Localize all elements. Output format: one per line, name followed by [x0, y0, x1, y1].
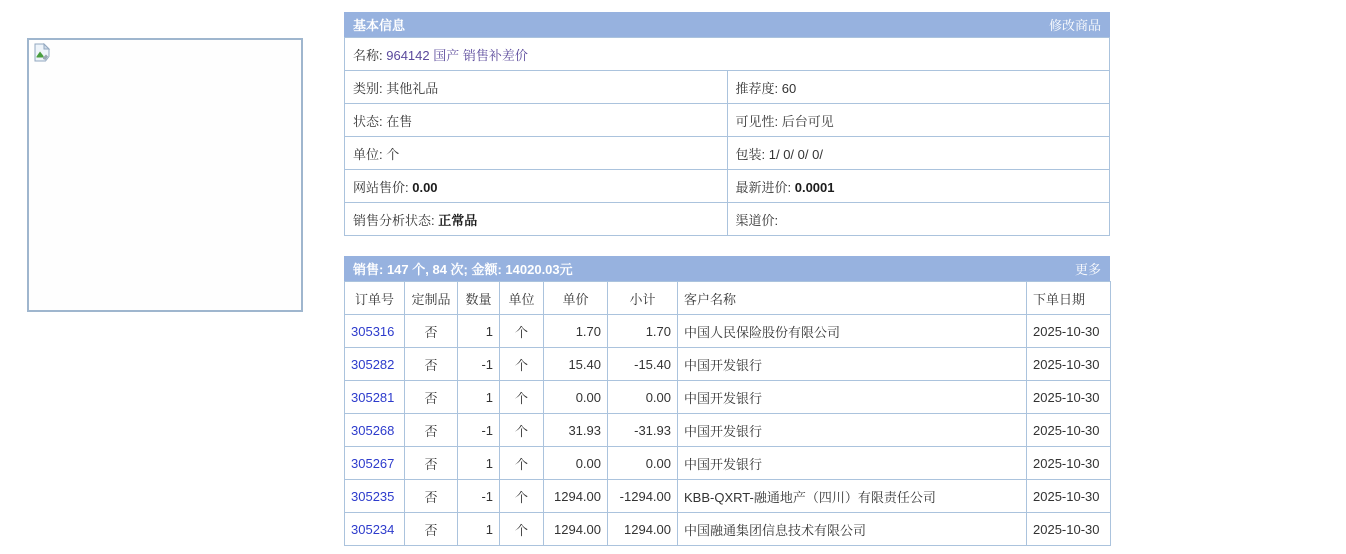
col-header-1: 定制品: [405, 282, 458, 315]
col-header-4: 单价: [544, 282, 608, 315]
info-value: 其他礼品: [386, 80, 439, 96]
cell-unit: 个: [500, 381, 544, 414]
info-cell: [345, 203, 728, 236]
info-value: 个: [386, 146, 400, 162]
col-header-2: 数量: [458, 282, 500, 315]
order-number-link[interactable]: 305234: [351, 521, 395, 537]
order-number-link[interactable]: 305316: [351, 323, 395, 339]
info-label: 类别:: [353, 80, 387, 96]
cell-customer: 中国开发银行: [678, 381, 1027, 414]
cell-order: [345, 447, 405, 480]
cell-unit: 个: [500, 513, 544, 546]
table-row: [345, 480, 1111, 513]
info-cell: [345, 170, 728, 203]
cell-order: [345, 315, 405, 348]
product-name-link[interactable]: 964142 国产 销售补差价: [386, 47, 528, 63]
cell-date: 2025-10-30: [1027, 414, 1111, 447]
cell-price: 31.93: [544, 414, 608, 447]
sales-header-bar: [344, 256, 1110, 281]
info-row: [345, 137, 1110, 170]
basic-info-table: [344, 37, 1110, 236]
cell-date: 2025-10-30: [1027, 480, 1111, 513]
col-header-6: 客户名称: [678, 282, 1027, 315]
cell-subtotal: 0.00: [608, 381, 678, 414]
info-label: 状态:: [353, 113, 387, 129]
cell-custom: 否: [405, 513, 458, 546]
basic-info-header-bar: [344, 12, 1110, 37]
info-cell: [727, 137, 1110, 170]
info-value: 60: [781, 80, 797, 96]
cell-custom: 否: [405, 480, 458, 513]
info-label: 单位:: [353, 146, 387, 162]
info-cell: [727, 104, 1110, 137]
cell-customer: 中国人民保险股份有限公司: [678, 315, 1027, 348]
cell-subtotal: -15.40: [608, 348, 678, 381]
info-label: 网站售价:: [353, 179, 413, 195]
info-value: 0.00: [412, 179, 438, 195]
sales-table: [344, 281, 1111, 546]
table-row: [345, 315, 1111, 348]
cell-unit: 个: [500, 414, 544, 447]
cell-qty: 1: [458, 513, 500, 546]
basic-info-title: 基本信息: [353, 18, 406, 33]
cell-unit: 个: [500, 447, 544, 480]
info-cell: [727, 203, 1110, 236]
table-row: [345, 381, 1111, 414]
col-header-3: 单位: [500, 282, 544, 315]
cell-qty: 1: [458, 381, 500, 414]
more-link[interactable]: 更多: [1074, 262, 1101, 277]
info-value: 后台可见: [781, 113, 834, 129]
cell-custom: 否: [405, 348, 458, 381]
cell-custom: 否: [405, 447, 458, 480]
info-value: 1/ 0/ 0/ 0/: [768, 146, 823, 162]
cell-date: 2025-10-30: [1027, 513, 1111, 546]
table-row: [345, 447, 1111, 480]
cell-subtotal: 1294.00: [608, 513, 678, 546]
cell-subtotal: -31.93: [608, 414, 678, 447]
cell-order: [345, 414, 405, 447]
cell-customer: KBB-QXRT-融通地产（四川）有限责任公司: [678, 480, 1027, 513]
cell-subtotal: 1.70: [608, 315, 678, 348]
info-cell: [345, 71, 728, 104]
cell-price: 1294.00: [544, 480, 608, 513]
table-row: [345, 414, 1111, 447]
broken-image-icon: [33, 43, 51, 62]
cell-order: [345, 480, 405, 513]
info-label: 推荐度:: [735, 80, 782, 96]
cell-price: 15.40: [544, 348, 608, 381]
cell-subtotal: 0.00: [608, 447, 678, 480]
cell-customer: 中国开发银行: [678, 414, 1027, 447]
info-label: 最新进价:: [735, 179, 795, 195]
cell-date: 2025-10-30: [1027, 348, 1111, 381]
sales-table-header-row: [345, 282, 1111, 315]
cell-customer: 中国开发银行: [678, 348, 1027, 381]
info-cell: [345, 104, 728, 137]
cell-price: 0.00: [544, 381, 608, 414]
cell-price: 1.70: [544, 315, 608, 348]
sales-panel: [344, 256, 1110, 546]
cell-unit: 个: [500, 480, 544, 513]
cell-qty: -1: [458, 348, 500, 381]
info-cell: [345, 137, 728, 170]
modify-product-link[interactable]: 修改商品: [1048, 18, 1101, 33]
info-row: [345, 203, 1110, 236]
col-header-0: 订单号: [345, 282, 405, 315]
info-row-name: [345, 38, 1110, 71]
info-cell: [727, 170, 1110, 203]
name-label: 名称:: [353, 47, 387, 63]
info-row: [345, 104, 1110, 137]
col-header-5: 小计: [608, 282, 678, 315]
cell-order: [345, 348, 405, 381]
info-cell: [727, 71, 1110, 104]
info-value: 在售: [386, 113, 413, 129]
order-number-link[interactable]: 305267: [351, 455, 395, 471]
cell-unit: 个: [500, 348, 544, 381]
order-number-link[interactable]: 305268: [351, 422, 395, 438]
cell-subtotal: -1294.00: [608, 480, 678, 513]
cell-order: [345, 381, 405, 414]
cell-date: 2025-10-30: [1027, 315, 1111, 348]
cell-date: 2025-10-30: [1027, 447, 1111, 480]
product-image-placeholder: [27, 38, 303, 312]
col-header-7: 下单日期: [1027, 282, 1111, 315]
cell-qty: -1: [458, 414, 500, 447]
order-number-link[interactable]: 305235: [351, 488, 395, 504]
cell-price: 0.00: [544, 447, 608, 480]
info-value: 正常品: [438, 212, 478, 228]
cell-qty: -1: [458, 480, 500, 513]
cell-qty: 1: [458, 447, 500, 480]
cell-unit: 个: [500, 315, 544, 348]
cell-customer: 中国开发银行: [678, 447, 1027, 480]
info-row: [345, 71, 1110, 104]
info-row: [345, 170, 1110, 203]
cell-order: [345, 513, 405, 546]
basic-info-panel: [344, 12, 1110, 236]
table-row: [345, 513, 1111, 546]
info-label: 渠道价:: [735, 212, 779, 228]
info-value: 0.0001: [794, 179, 835, 195]
info-label: 销售分析状态:: [353, 212, 439, 228]
table-row: [345, 348, 1111, 381]
sales-summary: 销售: 147 个, 84 次; 金额: 14020.03元: [353, 262, 573, 277]
cell-date: 2025-10-30: [1027, 381, 1111, 414]
cell-customer: 中国融通集团信息技术有限公司: [678, 513, 1027, 546]
info-label: 可见性:: [735, 113, 782, 129]
info-label: 包装:: [735, 146, 769, 162]
cell-custom: 否: [405, 315, 458, 348]
cell-price: 1294.00: [544, 513, 608, 546]
info-cell-name: [345, 38, 1110, 71]
cell-custom: 否: [405, 381, 458, 414]
cell-custom: 否: [405, 414, 458, 447]
order-number-link[interactable]: 305281: [351, 389, 395, 405]
cell-qty: 1: [458, 315, 500, 348]
order-number-link[interactable]: 305282: [351, 356, 395, 372]
